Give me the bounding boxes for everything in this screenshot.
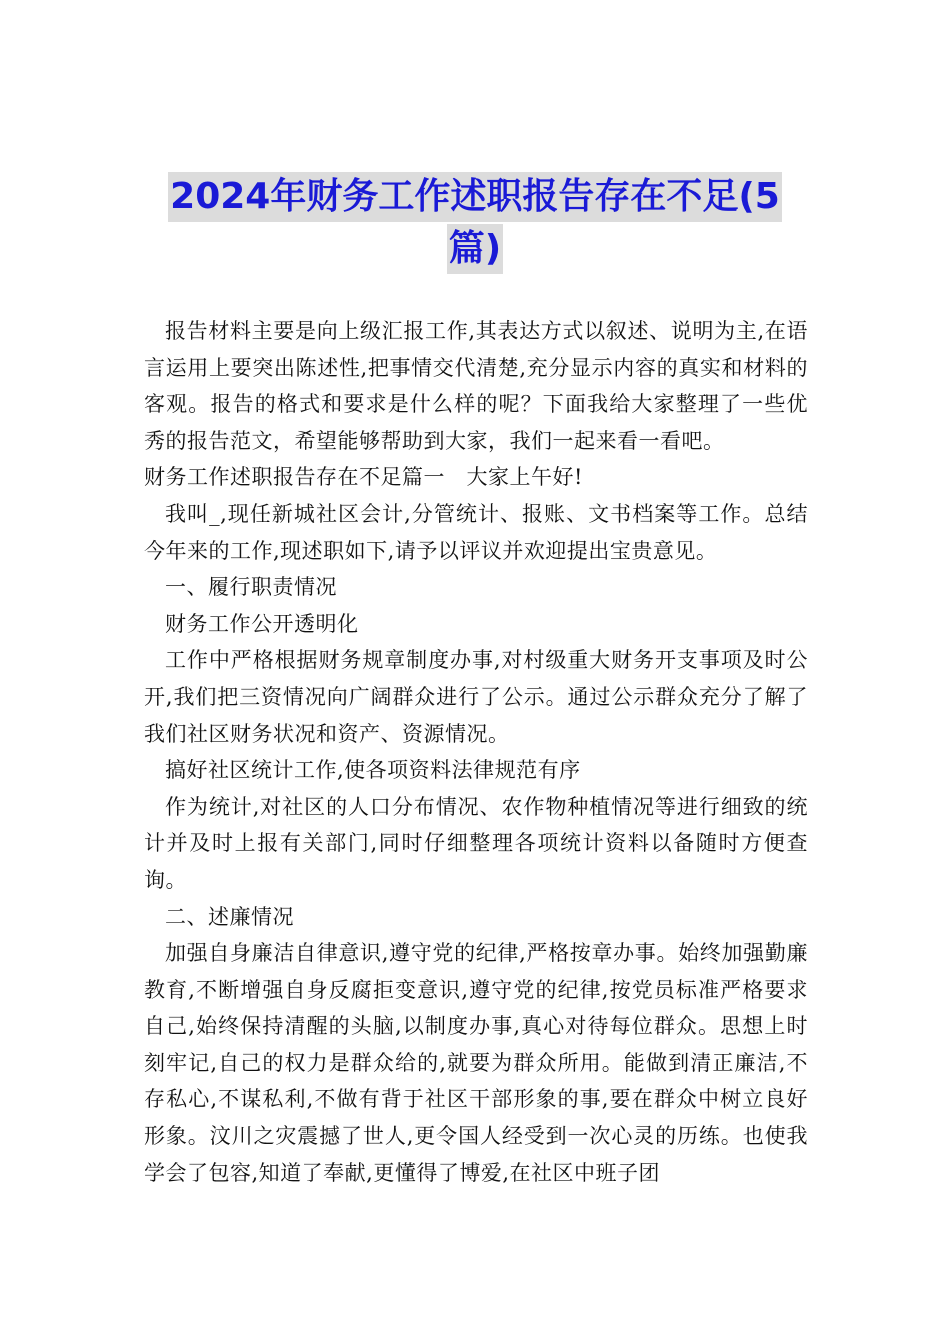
subheading: 搞好社区统计工作,使各项资料法律规范有序 — [165, 758, 581, 783]
body-paragraph: 工作中严格根据财务规章制度办事,对村级重大财务开支事项及时公开,我们把三资情况向广阔群众进行了公示。通过公示群众充分了解了我们社区财务状况和资产、资源情况。 — [144, 648, 808, 746]
body-paragraph: 我叫_,现任新城社区会计,分管统计、报账、文书档案等工作。总结今年来的工作,现述职如下,请予以评议并欢迎提出宝贵意见。 — [144, 501, 808, 563]
intro-paragraph: 报告材料主要是向上级汇报工作,其表达方式以叙述、说明为主,在语言运用上要突出陈述性,把事情交代清楚,充分显示内容的真实和材料的客观。报告的格式和要求是什么样的呢？下面我给大家整理了一些优秀的报告范文，希望能够帮助到大家，我们一起来看一看吧。 — [144, 319, 808, 453]
section-heading-greeting: 财务工作述职报告存在不足篇一 大家上午好! — [144, 465, 583, 490]
document-title — [140, 172, 810, 274]
section-heading: 一、履行职责情况 — [165, 575, 337, 600]
title-line-1: 2024年财务工作述职报告存在不足(5 — [168, 172, 782, 222]
section-heading: 二、述廉情况 — [165, 904, 294, 929]
body-paragraph: 作为统计,对社区的人口分布情况、农作物种植情况等进行细致的统计并及时上报有关部门,同时仔细整理各项统计资料以备随时方便查询。 — [144, 794, 808, 892]
body-paragraph: 加强自身廉洁自律意识,遵守党的纪律,严格按章办事。始终加强勤廉教育,不断增强自身反腐拒变意识,遵守党的纪律,按党员标准严格要求自己,始终保持清醒的头脑,以制度办事,真心对待每位群众。思想上时刻牢记,自己的权力是群众给的,就要为群众所用。能做到清正廉洁,不存私心,不谋私利,不做有背于社区干部形象的事,要在群众中树立良好形象。汶川之灾震撼了世人,更令国人经受到一次心灵的历练。也使我学会了包容,知道了奉献,更懂得了博爱,在社区中班子团 — [144, 941, 808, 1185]
document-body — [144, 313, 808, 1191]
title-line-2: 篇) — [447, 224, 503, 274]
subheading: 财务工作公开透明化 — [165, 611, 359, 636]
